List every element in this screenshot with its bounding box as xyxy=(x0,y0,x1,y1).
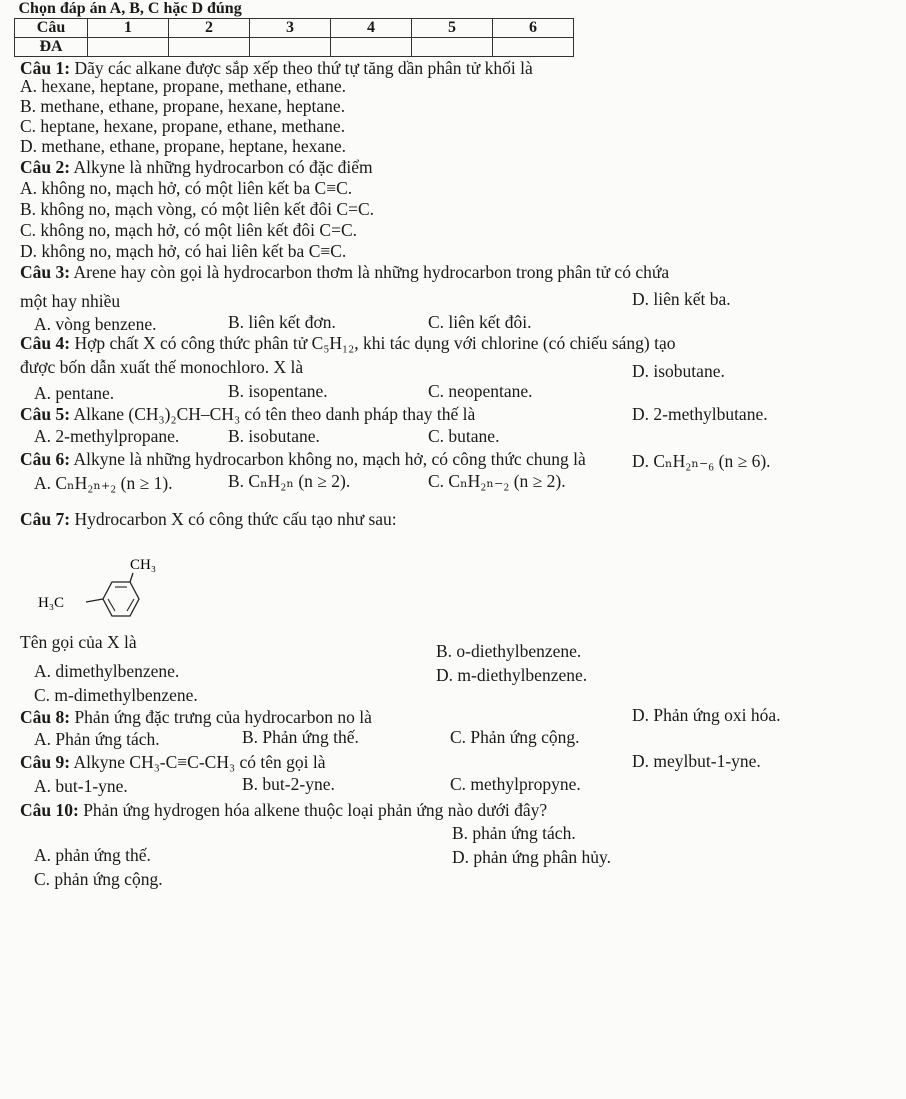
option-c[interactable]: C. butane. xyxy=(428,426,500,446)
answer-cell[interactable] xyxy=(88,38,169,57)
question-label: Câu 5: xyxy=(20,404,71,424)
answer-table-number: 4 xyxy=(331,19,412,38)
answer-table-number: 2 xyxy=(169,19,250,38)
option-a[interactable]: A. không no, mạch hở, có một liên kết ba C≡C. xyxy=(20,178,353,198)
question-label: Câu 4: xyxy=(20,333,71,353)
answer-cell[interactable] xyxy=(169,38,250,57)
option-a[interactable]: A. vòng benzene. xyxy=(34,314,157,334)
answer-cell[interactable] xyxy=(250,38,331,57)
option-b[interactable]: B. phản ứng tách. xyxy=(452,823,576,843)
option-d[interactable]: D. isobutane. xyxy=(632,361,725,381)
question-text: Hydrocarbon X có công thức cấu tạo như sau: xyxy=(74,509,397,529)
option-c[interactable]: C. methylpropyne. xyxy=(450,774,581,794)
question-text: Alkyne là những hydrocarbon có đặc điểm xyxy=(73,157,373,177)
option-c[interactable]: C. heptane, hexane, propane, ethane, methane. xyxy=(20,116,346,136)
question-label: Câu 10: xyxy=(20,800,79,820)
question-4 xyxy=(20,333,676,353)
question-text-continued: một hay nhiều xyxy=(20,291,121,311)
question-text: Hợp chất X có công thức phân tử C₅H₁₂, khi tác dụng với chlorine (có chiếu sáng) tạo xyxy=(74,333,676,353)
question-8 xyxy=(20,707,372,727)
option-a[interactable]: A. 2-methylpropane. xyxy=(34,426,180,446)
question-text: Alkyne CH₃-C≡C-CH₃ có tên gọi là xyxy=(73,752,326,772)
bond-line xyxy=(130,573,133,582)
option-a[interactable]: A. but-1-yne. xyxy=(34,776,128,796)
option-b[interactable]: B. methane, ethane, propane, hexane, heptane. xyxy=(20,96,346,116)
option-c[interactable]: C. CₙH₂ₙ₋₂ (n ≥ 2). xyxy=(428,471,566,491)
answer-table-title: Chọn đáp án A, B, C hặc D đúng xyxy=(15,0,574,19)
option-d[interactable]: D. methane, ethane, propane, heptane, hexane. xyxy=(20,136,347,156)
option-c[interactable]: C. không no, mạch hở, có một liên kết đôi C=C. xyxy=(20,220,358,240)
question-5 xyxy=(20,404,475,424)
question-label: Câu 3: xyxy=(20,262,71,282)
question-text: Alkane (CH₃)₂CH–CH₃ có tên theo danh pháp thay thế là xyxy=(73,404,476,424)
option-c[interactable]: C. liên kết đôi. xyxy=(428,312,532,332)
option-b[interactable]: B. CₙH₂ₙ (n ≥ 2). xyxy=(228,471,351,491)
question-text: Phản ứng đặc trưng của hydrocarbon no là xyxy=(74,707,372,727)
option-a[interactable]: A. pentane. xyxy=(34,383,115,403)
option-b[interactable]: B. không no, mạch vòng, có một liên kết đôi C=C. xyxy=(20,199,375,219)
question-label: Câu 7: xyxy=(20,509,71,529)
question-7 xyxy=(20,509,397,529)
option-d[interactable]: D. meylbut-1-yne. xyxy=(632,751,761,771)
answer-cell[interactable] xyxy=(331,38,412,57)
option-c[interactable]: C. phản ứng cộng. xyxy=(34,869,163,889)
option-b[interactable]: B. o-diethylbenzene. xyxy=(436,641,582,661)
option-b[interactable]: B. isobutane. xyxy=(228,426,320,446)
methyl-label-top: CH₃ xyxy=(130,557,157,573)
option-a[interactable]: A. phản ứng thế. xyxy=(34,845,151,865)
question-label: Câu 8: xyxy=(20,707,71,727)
question-text: Phản ứng hydrogen hóa alkene thuộc loại phản ứng nào dưới đây? xyxy=(83,800,548,820)
question-6 xyxy=(20,449,586,469)
option-d[interactable]: D. Phản ứng oxi hóa. xyxy=(632,705,781,725)
answer-table-number: 5 xyxy=(412,19,493,38)
question-9 xyxy=(20,752,325,772)
question-2 xyxy=(20,157,373,177)
option-d[interactable]: D. phản ứng phân hủy. xyxy=(452,847,612,867)
option-d[interactable]: D. 2-methylbutane. xyxy=(632,404,768,424)
option-a[interactable]: A. CₙH₂ₙ₊₂ (n ≥ 1). xyxy=(34,473,173,493)
option-c[interactable]: C. neopentane. xyxy=(428,381,533,401)
methyl-label-left: H₃C xyxy=(38,595,65,611)
answer-table-row-label: Câu xyxy=(15,19,88,38)
answer-cell[interactable] xyxy=(493,38,574,57)
bond-line xyxy=(86,599,103,602)
option-d[interactable]: D. m-diethylbenzene. xyxy=(436,665,588,685)
option-a[interactable]: A. hexane, heptane, propane, methane, ethane. xyxy=(20,76,347,96)
option-b[interactable]: B. liên kết đơn. xyxy=(228,312,336,332)
option-b[interactable]: B. Phản ứng thế. xyxy=(242,727,359,747)
question-1 xyxy=(20,58,533,78)
option-b[interactable]: B. isopentane. xyxy=(228,381,328,401)
question-10 xyxy=(20,800,547,820)
question-label: Câu 9: xyxy=(20,752,71,772)
question-3 xyxy=(20,262,669,282)
answer-table-row-label: ĐA xyxy=(15,38,88,57)
option-b[interactable]: B. but-2-yne. xyxy=(242,774,335,794)
question-7-prompt: Tên gọi của X là xyxy=(20,632,137,652)
option-c[interactable]: C. m-dimethylbenzene. xyxy=(34,685,198,705)
question-label: Câu 1: xyxy=(20,58,71,78)
question-label: Câu 6: xyxy=(20,449,71,469)
option-a[interactable]: A. dimethylbenzene. xyxy=(34,661,180,681)
answer-table-number: 1 xyxy=(88,19,169,38)
question-label: Câu 2: xyxy=(20,157,71,177)
answer-table-number: 3 xyxy=(250,19,331,38)
option-d[interactable]: D. CₙH₂ₙ₋₆ (n ≥ 6). xyxy=(632,451,771,471)
option-c[interactable]: C. Phản ứng cộng. xyxy=(450,727,580,747)
option-d[interactable]: D. liên kết ba. xyxy=(632,289,731,309)
xylene-structure xyxy=(30,555,170,625)
question-text: Dãy các alkane được sắp xếp theo thứ tự tăng dần phân tử khối là xyxy=(74,58,533,78)
option-d[interactable]: D. không no, mạch hở, có hai liên kết ba C≡C. xyxy=(20,241,347,261)
question-text: Arene hay còn gọi là hydrocarbon thơm là những hydrocarbon trong phân tử có chứa xyxy=(73,262,670,282)
answer-table-number: 6 xyxy=(493,19,574,38)
answer-table xyxy=(14,0,574,57)
answer-cell[interactable] xyxy=(412,38,493,57)
question-text-continued: được bốn dẫn xuất thế monochloro. X là xyxy=(20,357,304,377)
option-a[interactable]: A. Phản ứng tách. xyxy=(34,729,160,749)
question-text: Alkyne là những hydrocarbon không no, mạch hở, có công thức chung là xyxy=(73,449,586,469)
